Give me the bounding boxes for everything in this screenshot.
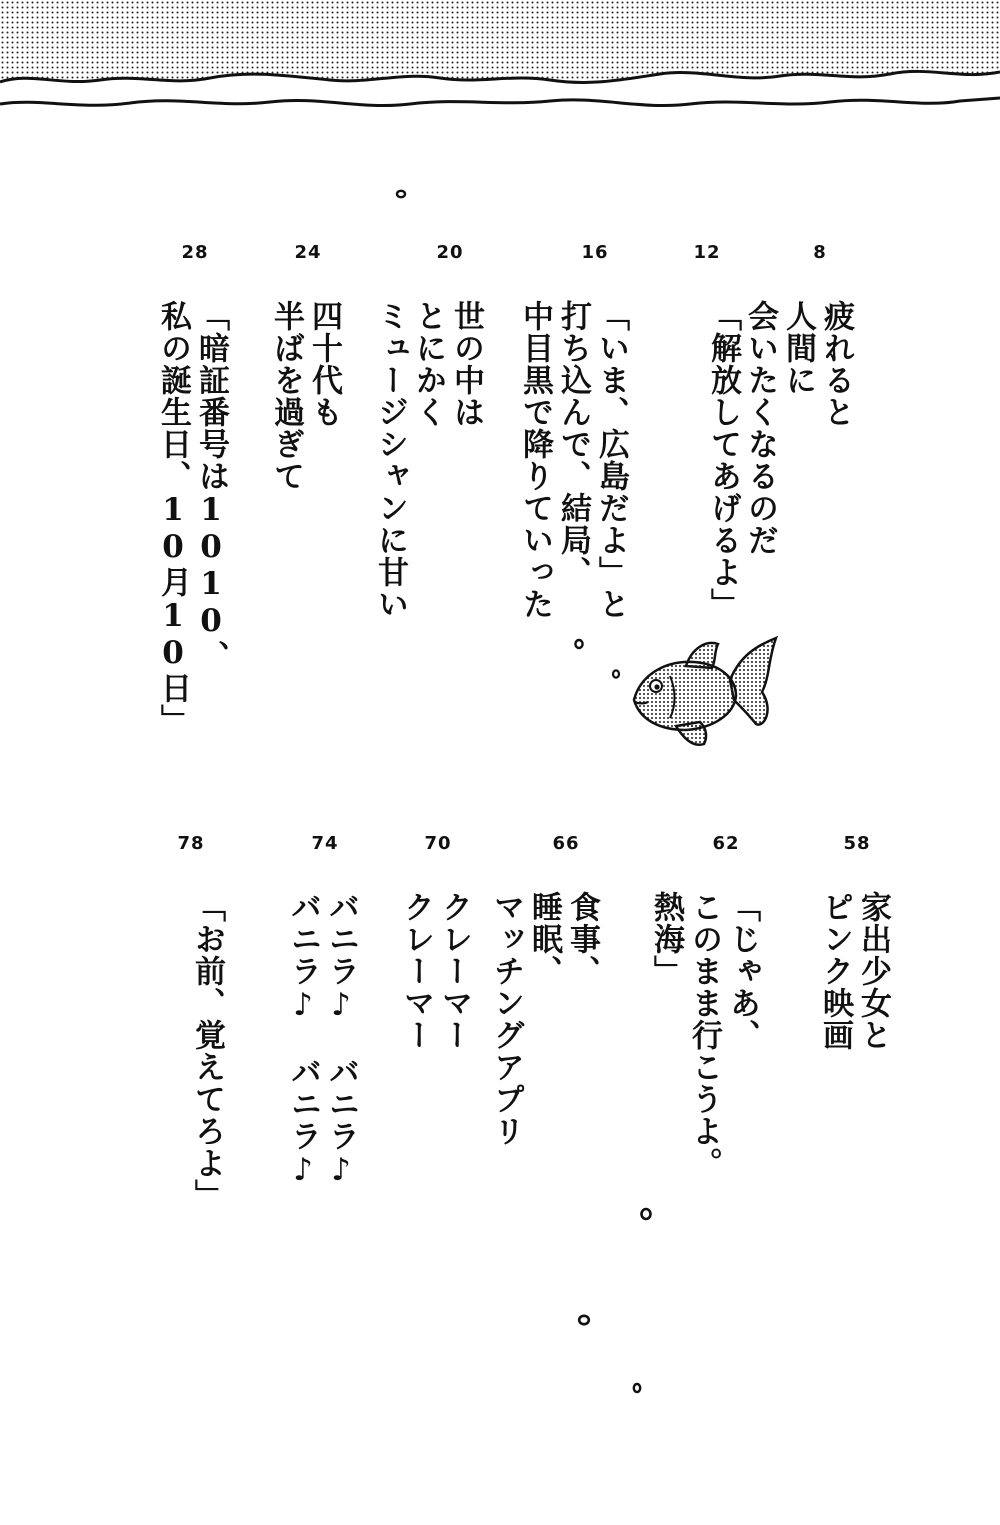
goldfish-icon — [630, 632, 780, 752]
toc-title: クレーマー クレーマー — [398, 891, 472, 1051]
toc-title: 「お前、覚えてろよ」 — [189, 891, 225, 1211]
page-number: 78 — [177, 833, 205, 854]
toc-title: 食事、 睡眠、 マッチングアプリ — [488, 891, 600, 1147]
page-number: 66 — [552, 833, 580, 854]
page-number: 62 — [712, 833, 740, 854]
page-number: 16 — [581, 242, 609, 263]
bubble-icon — [610, 668, 622, 680]
bubble-icon — [572, 637, 586, 651]
page-number: 12 — [693, 242, 721, 263]
page-number: 70 — [424, 833, 452, 854]
water-surface-header — [0, 0, 1000, 130]
toc-title: 家出少女と ピンク映画 — [817, 891, 891, 1051]
toc-title: 疲れると 人間に 会いたくなるのだ — [742, 300, 854, 556]
page-number: 20 — [436, 242, 464, 263]
page-number: 58 — [843, 833, 871, 854]
toc-title: 「解放してあげるよ」 — [705, 300, 741, 620]
page-number: 28 — [181, 242, 209, 263]
toc-title: バニラ♪ バニラ♪ バニラ♪ バニラ♪ — [285, 891, 359, 1189]
bubble-icon — [576, 1312, 592, 1328]
toc-title: 世の中は とにかく ミュージシャンに甘い — [372, 300, 484, 620]
page-number: 24 — [294, 242, 322, 263]
bubble-icon — [630, 1381, 644, 1395]
toc-title: 「じゃあ、 このまま行こうよ。 熱海」 — [648, 891, 760, 1179]
bubble-icon — [394, 187, 408, 201]
page-number: 74 — [311, 833, 339, 854]
page-number: 8 — [813, 242, 827, 263]
toc-title: 「いま、広島だよ」と 打ち込んで、結局、 中目黒で降りていった — [517, 300, 629, 620]
toc-title: 「暗証番号は1010、 私の誕生日、10月10日」 — [155, 300, 229, 736]
toc-title: 四十代も 半ばを過ぎて — [268, 300, 342, 492]
